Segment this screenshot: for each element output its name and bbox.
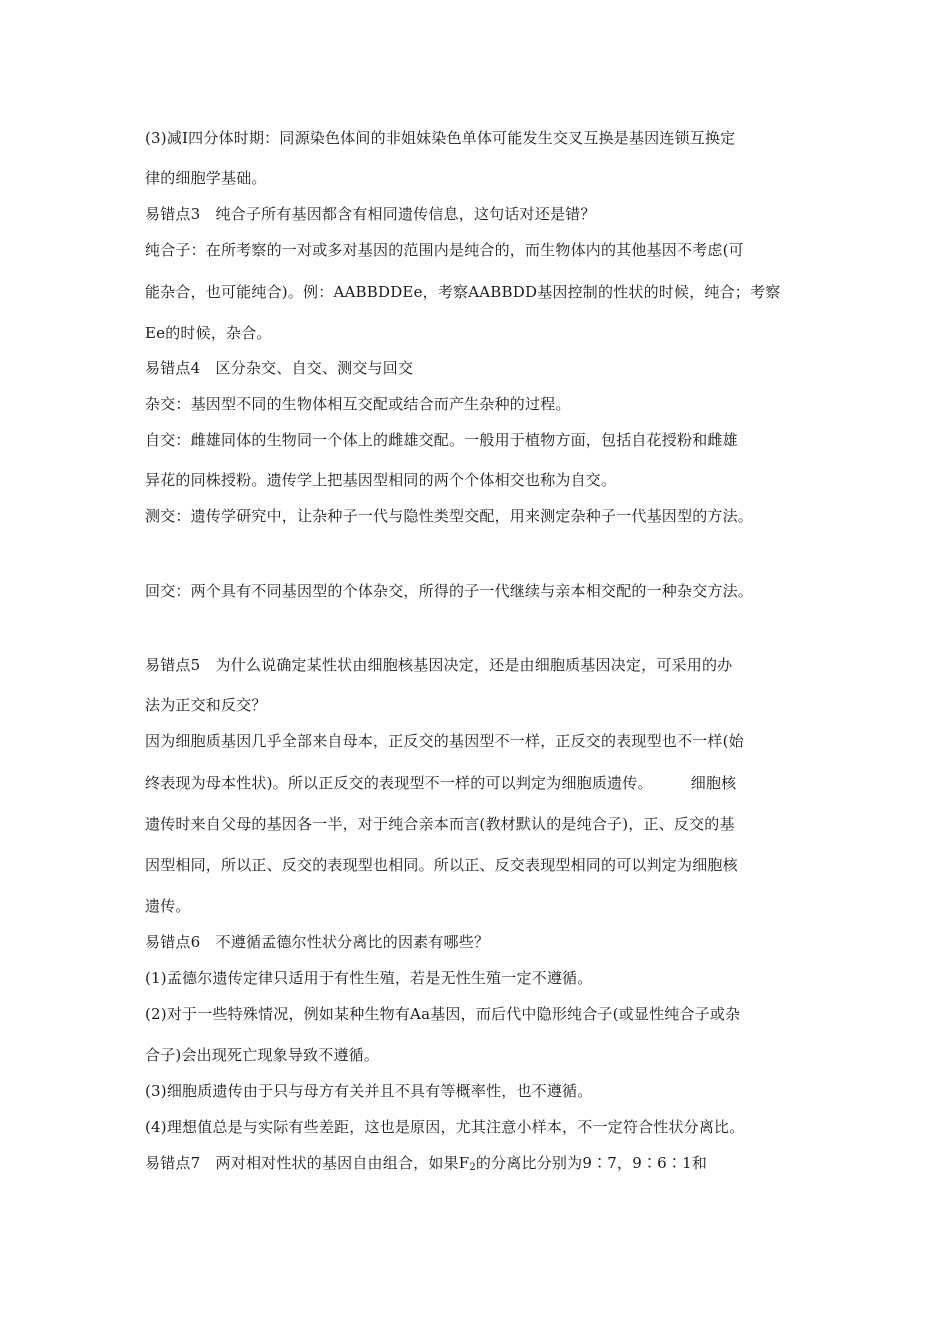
text-line: 能杂合，也可能纯合)。例：AABBDDEe，考察AABBDD基因控制的性状的时候，纯合；考察 <box>145 283 781 301</box>
text-line: 易错点4 区分杂交、自交、测交与回交 <box>145 359 414 377</box>
text-fragment: 易错点7 两对相对性状的基因自由组合，如果F <box>145 1154 470 1172</box>
text-line: (3)细胞质遗传由于只与母方有关并且不具有等概率性，也不遵循。 <box>145 1082 593 1100</box>
text-line: 测交：遗传学研究中，让杂种子一代与隐性类型交配，用来测定杂种子一代基因型的方法。 <box>145 507 754 525</box>
text-line: 易错点6 不遵循孟德尔性状分离比的因素有哪些？ <box>145 933 490 951</box>
text-line: 纯合子：在所考察的一对或多对基因的范围内是纯合的，而生物体内的其他基因不考虑(可 <box>145 241 744 259</box>
text-line <box>145 1153 707 1178</box>
text-line: 合子)会出现死亡现象导致不遵循。 <box>145 1046 380 1064</box>
text-line: 自交：雌雄同体的生物同一个体上的雌雄交配。一般用于植物方面，包括自花授粉和雌雄 <box>145 431 738 449</box>
text-line: (3)减Ⅰ四分体时期：同源染色体间的非姐妹染色单体可能发生交叉互换是基因连锁互换定 <box>145 129 736 147</box>
text-line: (1)孟德尔遗传定律只适用于有性生殖，若是无性生殖一定不遵循。 <box>145 969 593 987</box>
text-line: 易错点5 为什么说确定某性状由细胞核基因决定，还是由细胞质基因决定，可采用的办 <box>145 656 733 674</box>
text-line: 因型相同，所以正、反交的表现型也相同。所以正、反交表现型相同的可以判定为细胞核 <box>145 856 738 874</box>
text-line: 遗传。 <box>145 897 191 915</box>
text-line: 异花的同株授粉。遗传学上把基因型相同的两个个体相交也称为自交。 <box>145 471 617 489</box>
subscript: 2 <box>469 1162 476 1173</box>
text-fragment: 的分离比分别为9∶7，9∶6∶1和 <box>475 1154 708 1172</box>
text-line: 法为正交和反交？ <box>145 696 267 714</box>
text-line: 回交：两个具有不同基因型的个体杂交，所得的子一代继续与亲本相交配的一种杂交方法。 <box>145 582 754 600</box>
text-line: (2)对于一些特殊情况，例如某种生物有Aa基因，而后代中隐形纯合子(或显性纯合子或杂 <box>145 1005 741 1023</box>
text-line: 终表现为母本性状)。所以正反交的表现型不一样的可以判定为细胞质遗传。 细胞核 <box>145 774 737 792</box>
text-line: 易错点3 纯合子所有基因都含有相同遗传信息，这句话对还是错？ <box>145 205 596 223</box>
text-line: 律的细胞学基础。 <box>145 169 267 187</box>
text-line: (4)理想值总是与实际有些差距，这也是原因，尤其注意小样本，不一定符合性状分离比。 <box>145 1118 745 1136</box>
text-line: Ee的时候，杂合。 <box>145 324 272 342</box>
text-line: 遗传时来自父母的基因各一半，对于纯合亲本而言(教材默认的是纯合子)，正、反交的基 <box>145 815 735 833</box>
text-line: 因为细胞质基因几乎全部来自母本，正反交的基因型不一样，正反交的表现型也不一样(始 <box>145 732 744 750</box>
text-line: 杂交：基因型不同的生物体相互交配或结合而产生杂种的过程。 <box>145 395 571 413</box>
